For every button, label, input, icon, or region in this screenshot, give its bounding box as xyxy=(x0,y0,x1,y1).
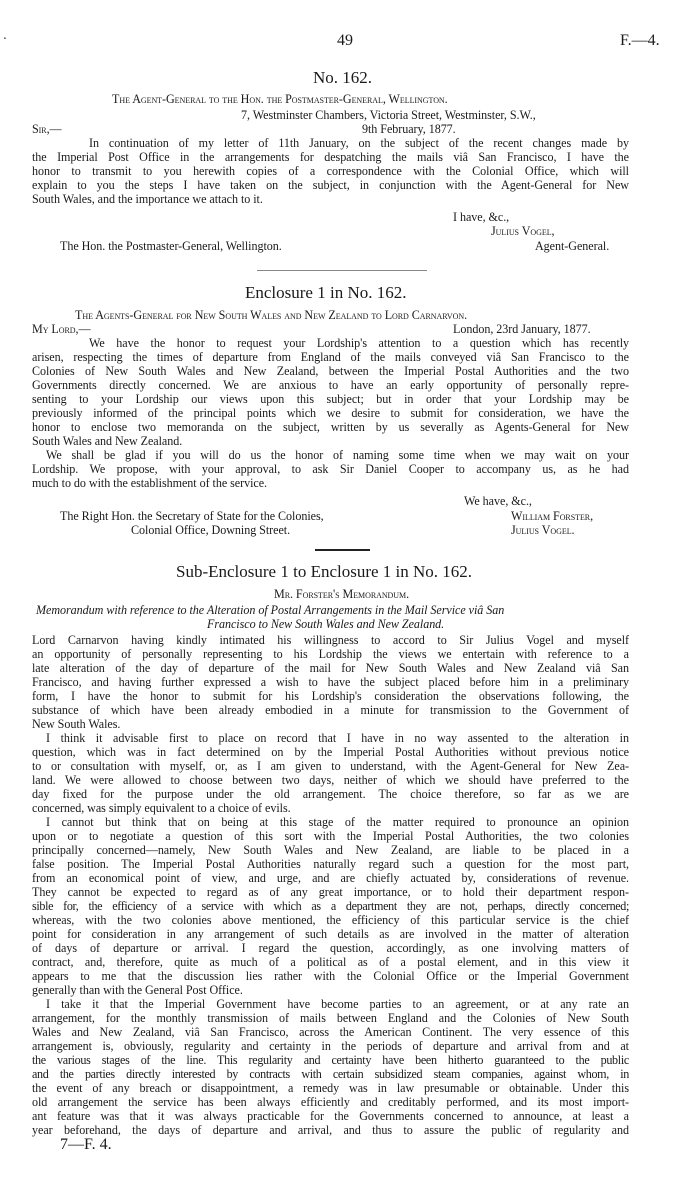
memo-body-line: the various stages of the line. This regularity and certainty have been hitherto guaranteed to the public xyxy=(32,1053,629,1067)
memo-body-line: ant feature was that it was always practicable for the Governments concerned to announce, at least a xyxy=(32,1109,629,1123)
series-label: F.—4. xyxy=(620,32,660,49)
memo-heading: Francisco to New South Wales and New Zealand. xyxy=(207,617,445,631)
memo-body-line: appears to me that the discussion lies rather with the Colonial Office or the Imperial Government xyxy=(32,969,629,983)
letter-addressee: The Hon. the Postmaster-General, Wellington. xyxy=(60,239,282,253)
memo-body-line: whereas, with the two colonies above mentioned, the efficiency of this particular service is the chief xyxy=(32,913,629,927)
enclosure-body-line: Colonies of New South Wales and New Zealand, between the Imperial Postal Authorities and the two xyxy=(32,364,629,378)
memo-body-line: question, which was in fact determined on by the Imperial Postal Authorities without previous notice xyxy=(32,745,629,759)
memo-body-line: land. We were allowed to choose between two days, neither of which we should have preferred to the xyxy=(32,773,629,787)
memo-body-line: I cannot but think that on being at this stage of the matter required to pronounce an opinion xyxy=(46,815,629,829)
memo-body-line: form, I have the honor to submit for his Lordship's consideration the observations following, the xyxy=(32,689,629,703)
enclosure-body-line: We have the honor to request your Lordship's attention to a question which has recently xyxy=(89,336,629,350)
enclosure-body-line: South Wales and New Zealand. xyxy=(32,434,183,448)
memo-body-line: and the parties directly interested by contracts with certain subsidized steam companies, against whom, in xyxy=(32,1067,629,1081)
letter-date: 9th February, 1877. xyxy=(362,122,456,136)
memo-body-line: of days of departure or arrival. I regard the question, accordingly, as one involving matters of xyxy=(32,941,629,955)
letter-signature-title: Agent-General. xyxy=(535,239,610,253)
memo-body-line: principally concerned—namely, New South Wales and New Zealand, are liable to be placed in a xyxy=(32,843,629,857)
subenclosure-title: Sub-Enclosure 1 to Enclosure 1 in No. 162. xyxy=(176,562,473,581)
enclosure-closing: We have, &c., xyxy=(464,494,532,508)
letter-heading: The Agent-General to the Hon. the Postmaster-General, Wellington. xyxy=(112,92,448,106)
memo-body-line: false position. The Imperial Postal Authorities naturally regard such a question for the most part, xyxy=(32,857,629,871)
memo-body-line: They cannot be expected to regard as of any great importance, or to hold their department respon- xyxy=(32,885,629,899)
letter-salutation: Sir,— xyxy=(32,122,62,136)
memo-body-line: day fixed for the purpose under the old arrangement. The choice therefore, so far as we are xyxy=(32,787,629,801)
memo-body-line: upon or to negotiate a question of this sort with the Imperial Postal Authorities, the two colonies xyxy=(32,829,629,843)
letter-body-line: the Imperial Post Office in the arrangements for despatching the mails viâ San Francisco, I have the xyxy=(32,150,629,164)
enclosure-body-line: much to do with the establishment of the service. xyxy=(32,476,268,490)
memo-body-line: I think it advisable first to place on record that I have in no way assented to the alteration in xyxy=(46,731,629,745)
memo-body-line: arrangement is, obviously, regularity and certainty in the periods of departure and arrival from and at xyxy=(32,1039,629,1053)
memo-body-line: year beforehand, the days of departure and arrival, and thus to assure the public of regularity and xyxy=(32,1123,629,1137)
memo-body-line: point for consideration in any arrangement of such details as are involved in the matter of alteration xyxy=(32,927,629,941)
enclosure-salutation: My Lord,— xyxy=(32,322,91,336)
enclosure-body-line: We shall be glad if you will do us the honor of naming some time when we may wait on your xyxy=(46,448,629,462)
page-number: 49 xyxy=(337,32,353,49)
enclosure-body-line: honor to enclose two memoranda on the subject, written by us severally as Agents-General for New xyxy=(32,420,629,434)
memo-body-line: concerned, was simply equivalent to a choice of evils. xyxy=(32,801,291,815)
letter-signature: Julius Vogel, xyxy=(491,224,555,238)
letter-address: 7, Westminster Chambers, Victoria Street, Westminster, S.W., xyxy=(241,108,536,122)
memo-body-line: New South Wales. xyxy=(32,717,121,731)
letter-number: No. 162. xyxy=(313,68,373,87)
memo-body-line: I take it that the Imperial Government have become parties to an agreement, or at any rate an xyxy=(46,997,629,1011)
memo-body-line: from an economical point of view, and urge, and are chiefly actuated by, considerations of revenue. xyxy=(32,871,629,885)
letter-body-line: South Wales, and the importance we attach to it. xyxy=(32,192,263,206)
enclosure-title: Enclosure 1 in No. 162. xyxy=(245,283,407,302)
memo-body-line: Wales and New Zealand, viâ San Francisco, across the American Continent. The very essence of this xyxy=(32,1025,629,1039)
section-divider xyxy=(315,549,370,551)
letter-closing: I have, &c., xyxy=(453,210,510,224)
memo-body-line: contract, and, therefore, quite as much of a political as of a postal element, and in this view it xyxy=(32,955,629,969)
memo-body-line: Lord Carnarvon having kindly intimated his willingness to accord to Sir Julius Vogel and myself xyxy=(32,633,629,647)
enclosure-date: London, 23rd January, 1877. xyxy=(453,322,591,336)
letter-body-line: In continuation of my letter of 11th January, on the subject of the recent changes made by xyxy=(89,136,629,150)
memo-heading: Memorandum with reference to the Alteration of Postal Arrangements in the Mail Service viâ San xyxy=(36,603,505,617)
enclosure-heading: The Agents-General for New South Wales and New Zealand to Lord Carnarvon. xyxy=(75,308,468,322)
memo-body-line: generally than with the General Post Office. xyxy=(32,983,243,997)
enclosure-signature: William Forster, xyxy=(511,509,594,523)
enclosure-addressee: Colonial Office, Downing Street. xyxy=(131,523,291,537)
enclosure-body-line: senting to your Lordship our views upon this subject; but in order that your Lordship may be xyxy=(32,392,629,406)
section-divider xyxy=(257,270,427,271)
memo-body-line: Francisco, and having further expressed a wish to have the subject placed before him in a preliminary xyxy=(32,675,629,689)
memo-body-line: arrangement, for the monthly transmission of mails between England and the Colonies of New South xyxy=(32,1011,629,1025)
letter-body-line: explain to you the steps I have taken on the subject, in conjunction with the Agent-General for New xyxy=(32,178,629,192)
enclosure-body-line: previously informed of the principal points which we desire to submit for consideration, we have the xyxy=(32,406,629,420)
enclosure-signature: Julius Vogel. xyxy=(511,523,575,537)
margin-dot: . xyxy=(3,28,7,42)
enclosure-body-line: arisen, respecting the times of departure from England of the mails conveyed viâ San Francisco to the xyxy=(32,350,629,364)
subenclosure-subtitle: Mr. Forster's Memorandum. xyxy=(274,587,410,601)
signature-mark: 7—F. 4. xyxy=(60,1136,112,1153)
memo-body-line: to or consultation with myself, or, as I am given to understand, with the Agent-General for New Zea- xyxy=(32,759,629,773)
enclosure-body-line: Lordship. We propose, with your approval, to ask Sir Daniel Cooper to accompany us, as he had xyxy=(32,462,629,476)
memo-body-line: the event of any breach or disappointment, a remedy was in law presumable or obtainable. Under this xyxy=(32,1081,629,1095)
memo-body-line: substance of which have been already embodied in a minute for transmission to the Government of xyxy=(32,703,629,717)
enclosure-body-line: Governments directly concerned. We are anxious to have an early opportunity of personally repre- xyxy=(32,378,629,392)
memo-body-line: sible for, the efficiency of a service with which as a department they are not, perhaps, directly concerned; xyxy=(32,899,629,913)
enclosure-addressee: The Right Hon. the Secretary of State for the Colonies, xyxy=(60,509,324,523)
memo-body-line: an opportunity of personally representing to his Lordship the views we entertain with reference to a xyxy=(32,647,629,661)
memo-body-line: late alteration of the day of departure of the mail for New South Wales and New Zealand viâ San xyxy=(32,661,629,675)
memo-body-line: old arrangement the service has been always efficiently and creditably performed, and its most import- xyxy=(32,1095,629,1109)
letter-body-line: honor to transmit to you herewith copies of a correspondence with the Colonial Office, which will xyxy=(32,164,629,178)
